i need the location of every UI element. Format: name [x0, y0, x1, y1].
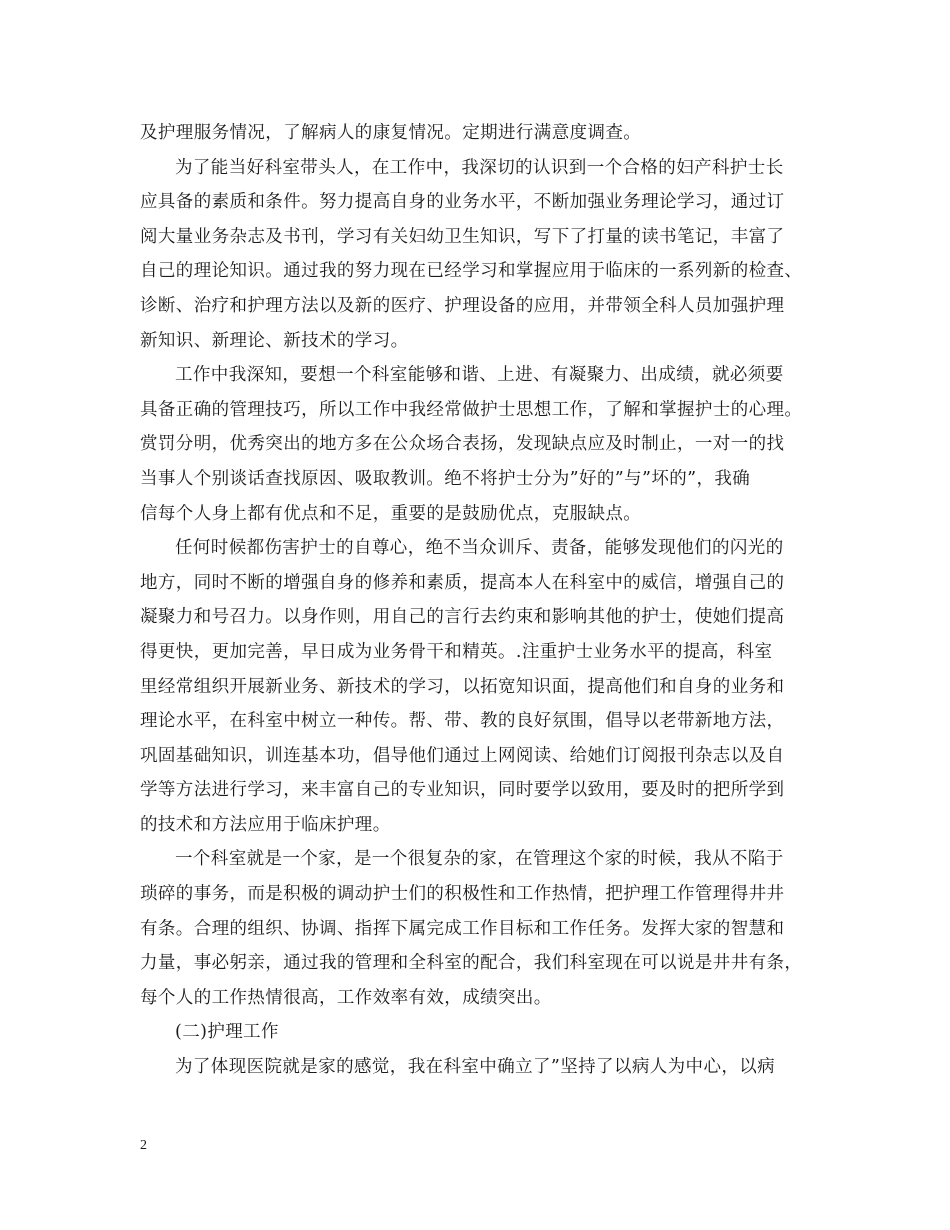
text-line: 诊断、治疗和护理方法以及新的医疗、护理设备的应用，并带领全科人员加强护理	[140, 295, 785, 316]
text-line: 工作中我深知，要想一个科室能够和谐、上进、有凝聚力、出成绩，就必须要	[175, 365, 784, 386]
text-line: 为了能当好科室带头人，在工作中，我深切的认识到一个合格的妇产科护士长	[175, 157, 784, 178]
text-line: 一个科室就是一个家，是一个很复杂的家，在管理这个家的时候，我从不陷于	[175, 849, 784, 870]
text-line: 得更快，更加完善，早日成为业务骨干和精英。.注重护士业务水平的提高，科室	[140, 641, 773, 662]
text-line: 任何时候都伤害护士的自尊心，绝不当众训斥、责备，能够发现他们的闪光的	[175, 538, 784, 559]
text-line: 及护理服务情况，了解病人的康复情况。定期进行满意度调查。	[140, 123, 642, 143]
text-line: 信每个人身上都有优点和不足，重要的是鼓励优点，克服缺点。	[140, 503, 642, 524]
text-line: (二)护理工作	[175, 1022, 279, 1043]
text-line: 地方，同时不断的增强自身的修养和素质，提高本人在科室中的威信，增强自己的	[140, 572, 785, 593]
text-line: 当事人个别谈话查找原因、吸取教训。绝不将护士分为”好的”与”坏的”，我确	[140, 468, 751, 489]
text-line: 的技术和方法应用于临床护理。	[140, 814, 391, 835]
text-line: 凝聚力和号召力。以身作则，用自己的言行去约束和影响其他的护士，使她们提高	[140, 607, 785, 628]
text-line: 阅大量业务杂志及书刊，学习有关妇幼卫生知识，写下了打量的读书笔记，丰富了	[140, 226, 785, 247]
text-line: 应具备的素质和条件。努力提高自身的业务水平，不断加强业务理论学习，通过订	[140, 192, 785, 213]
text-line: 学等方法进行学习，来丰富自己的专业知识，同时要学以致用，要及时的把所学到	[140, 780, 785, 801]
text-line: 力量，事必躬亲，通过我的管理和全科室的配合，我们科室现在可以说是井井有条，	[140, 953, 803, 974]
text-line: 有条。合理的组织、协调、指挥下属完成工作目标和工作任务。发挥大家的智慧和	[140, 918, 785, 939]
text-line: 赏罚分明，优秀突出的地方多在公众场合表扬，发现缺点应及时制止，一对一的找	[140, 434, 785, 455]
text-line: 琐碎的事务，而是积极的调动护士们的积极性和工作热情，把护理工作管理得井井	[140, 884, 785, 905]
document-body	[140, 116, 830, 1085]
text-line: 具备正确的管理技巧，所以工作中我经常做护士思想工作，了解和掌握护士的心理。	[140, 399, 803, 420]
text-line: 为了体现医院就是家的感觉，我在科室中确立了”坚持了以病人为中心，以病	[175, 1057, 776, 1078]
text-line: 新知识、新理论、新技术的学习。	[140, 330, 409, 351]
text-line: 每个人的工作热情很高，工作效率有效，成绩突出。	[140, 987, 552, 1008]
text-line: 理论水平，在科室中树立一种传。帮、带、教的良好氛围，倡导以老带新地方法，	[140, 711, 785, 732]
text-line: 自己的理论知识。通过我的努力现在已经学习和掌握应用于临床的一系列新的检查、	[140, 261, 803, 282]
text-line: 巩固基础知识，训连基本功，倡导他们通过上网阅读、给她们订阅报刊杂志以及自	[140, 745, 785, 766]
page-number: 2	[140, 1138, 147, 1153]
text-line: 里经常组织开展新业务、新技术的学习，以拓宽知识面，提高他们和自身的业务和	[140, 676, 785, 697]
